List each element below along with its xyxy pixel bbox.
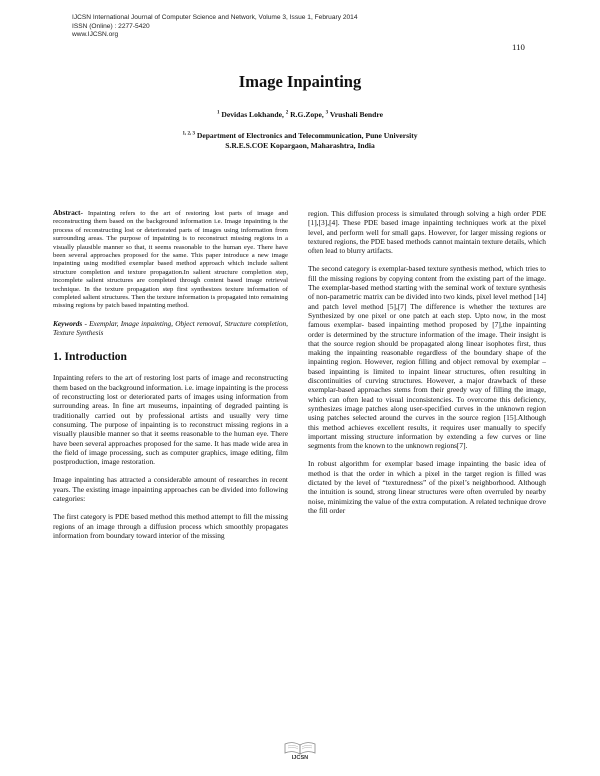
keywords-text: - Exemplar, Image inpainting, Object removal, Structure completion, Texture Synthesis	[53, 318, 288, 338]
author-name: R.G.Zope,	[290, 110, 326, 119]
affiliation-institution: S.R.E.S.COE Kopargaon, Maharashtra, India	[225, 141, 375, 150]
affiliation-sup: 1, 2, 3	[182, 131, 195, 137]
paper-title: Image Inpainting	[238, 72, 362, 91]
author-name: Devidas Lokhande,	[221, 110, 286, 119]
section-heading: 1. Introduction	[53, 351, 127, 364]
author-list	[0, 110, 600, 119]
author-sup: 1	[217, 110, 220, 116]
abstract	[53, 209, 288, 311]
abstract-text: Inpainting refers to the art of restoring lost parts of image and reconstructing them based on the background information i.e. Image inpainting is the process of reconstructing lost or deteriorated parts of images using information from surrounding areas. The purpose of inpainting is to reconstruct missing regions in a visually plausible manner so that, it seems reasonable to the human eye. There have been several approaches proposed for the same. This paper introduce a new image inpainting using modified exemplar based method approach which include salient structure completion and texture propagation.In salient structure completion step, incomplete salient structures are completed through content based image retrieval technique. In the texture propagation step first synthesizes texture information of completed salient structures. Then the texture information is propagated into remaining missing regions by patch based inpainting method.	[53, 210, 288, 310]
footer-logo-text: IJCSN	[291, 755, 309, 761]
journal-header	[72, 14, 358, 40]
left-column	[53, 209, 288, 540]
paragraph: Inpainting refers to the art of restoring lost parts of image and reconstructing them based on the background information. i.e. image inpainting is the process of reconstructing lost or deteriorated parts of images using information from surrounding areas. In fine art museums, inpainting of degraded painting is traditionally carried out by professional artists and usually very time consuming. The purpose of inpainting is to reconstruct missing regions in a visually plausible manner so that it seems reasonable to the human eye. There have been several approaches proposed for the same. It has made wide area in the field of image processing, such as computer graphics, image editing, film postproduction, image restoration.	[53, 373, 288, 467]
affiliation-department: Department of Electronics and Telecommunication, Pune University	[196, 131, 418, 140]
footer-logo	[282, 742, 318, 761]
keywords-label: Keywords	[53, 318, 83, 328]
author-name: Vrushali Bendre	[329, 110, 383, 119]
abstract-label: Abstract-	[53, 208, 83, 217]
author-sup: 2	[285, 110, 289, 116]
paragraph: Image inpainting has attracted a considerable amount of researches in recent years. The existing image inpainting approaches can be divided into following categories:	[53, 475, 288, 504]
open-book-icon	[283, 742, 317, 755]
journal-name: IJCSN International Journal of Computer Science and Network, Volume 3, Issue 1, February 2014	[72, 14, 358, 21]
keywords	[53, 319, 288, 338]
right-column	[308, 209, 546, 515]
affiliation	[0, 131, 600, 151]
author-sup: 3	[325, 110, 329, 116]
paragraph: The first category is PDE based method this method attempt to fill the missing regions of an image through a diffusion process which smoothly propagates information from boundary toward interior of the missing	[53, 512, 288, 540]
page-number: 110	[512, 42, 525, 52]
paragraph: In robust algorithm for exemplar based image inpainting the basic idea of method is that the order in which a pixel in the target region is filled was dictated by the level of “texturedness” of the pixel’s neighborhood. Although the intuition is sound, strong linear structures were often overruled by nearby noise, minimizing the value of the extra computation. A related technique drove the fill order	[308, 459, 546, 515]
paragraph: The second category is exemplar-based texture synthesis method, which tries to fill the missing regions by copying content from the existing part of the image. The exemplar-based method starting with the seminal work of texture synthesis of non-parametric matrix can be divided into two kinds, pixel level method [14] and patch level method [5],[7] The difference is whether the textures are Synthesized by one pixel or one patch at each step. Upto now, in the most famous exemplar- based inpainting method proposed by [7],the inpainting order is determined by the structure information of the image. Their insight is that the source region should be propagated along linear isophotes first, thus making the inpainting reasonable regardless of the boundary shape of the inpainting region. However, region filling and object removal by exemplar – based inpainting is limited to inpaint linear structures, often resulting in discontinuities of curving structures. However, a major drawback of these exemplar-based approaches stems from their greedy way of filling the image, which can often lead to visual inconsistencies. To overcome this deficiency, synthesizes image patches along user-specified curves in the unknown region using patches selected around the curves in the source region [15].Although this method achieves excellent results, it requires user manually to specify important missing structure information by extending a few curves or line segments from the known to the unknown regions[7].	[308, 264, 546, 451]
paragraph: region. This diffusion process is simulated through solving a high order PDE [1],[3],[4]. These PDE based image inpainting techniques work at the pixel level, and perform well for small gaps. However, for larger missing regions or textured regions, the PDE based methods cannot maintain texture details, which often lead to blurry artifacts.	[308, 209, 546, 256]
journal-issn: ISSN (Online) : 2277-5420	[72, 22, 150, 30]
journal-website: www.IJCSN.org	[72, 31, 119, 39]
